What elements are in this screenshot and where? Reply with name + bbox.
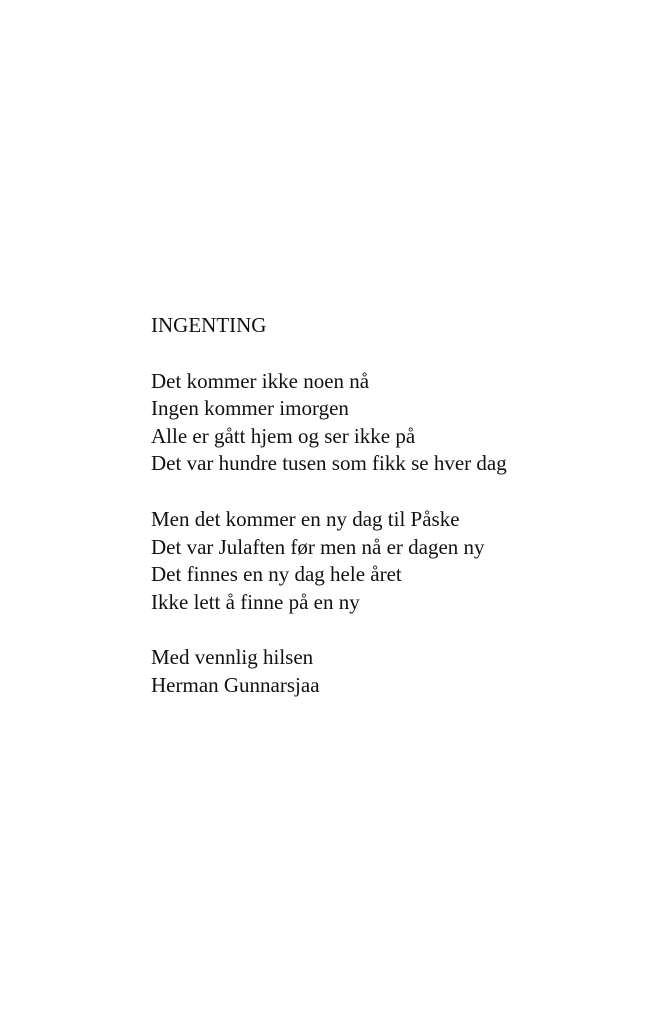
poem-line: Det var Julaften før men nå er dagen ny xyxy=(151,534,485,559)
author-name: Herman Gunnarsjaa xyxy=(151,672,320,697)
poem-line: Ingen kommer imorgen xyxy=(151,396,349,421)
signature-block xyxy=(151,644,631,699)
poem-line: Det finnes en ny dag hele året xyxy=(151,562,402,587)
stanza-2 xyxy=(151,506,631,616)
poem-line: Alle er gått hjem og ser ikke på xyxy=(151,423,416,448)
poem-line: Men det kommer en ny dag til Påske xyxy=(151,506,460,531)
poem xyxy=(151,312,631,700)
closing-greeting: Med vennlig hilsen xyxy=(151,645,314,670)
stanza-1 xyxy=(151,368,631,478)
poem-line: Det var hundre tusen som fikk se hver dag xyxy=(151,451,507,476)
poem-line: Det kommer ikke noen nå xyxy=(151,368,370,393)
poem-line: Ikke lett å finne på en ny xyxy=(151,589,360,614)
poem-title: INGENTING xyxy=(151,313,267,337)
